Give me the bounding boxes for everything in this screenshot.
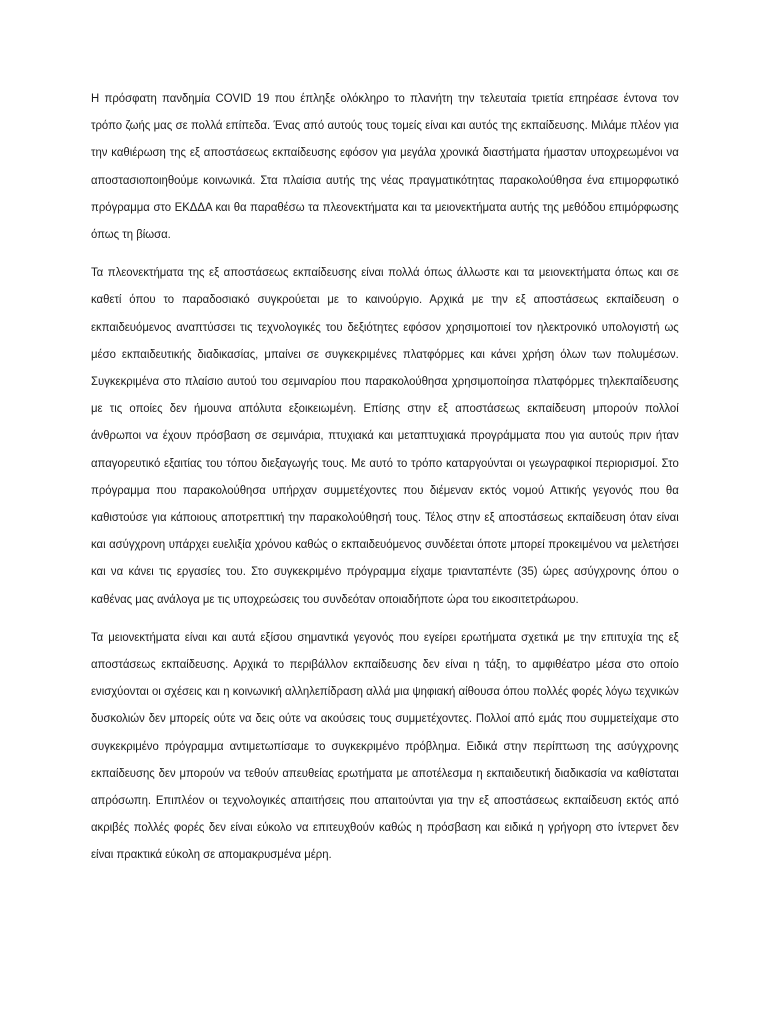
paragraph-disadvantages: Τα μειονεκτήματα είναι και αυτά εξίσου σημαντικά γεγονός που εγείρει ερωτήματα σχετικά με την επιτυχία της εξ αποστάσεως εκπαίδευσης. Αρχικά το περιβάλλον εκπαίδευσης δεν είναι η τάξη, το αμφιθέατρο μέσα στο οποίο ενισχύονται οι σχέσεις και η κοινωνική αλληλεπίδραση αλλά μια ψηφιακή αίθουσα όπου πολλές φορές λόγω τεχνικών δυσκολιών δεν μπορείς ούτε να δεις ούτε να ακούσεις τους συμμετέχοντες. Πολλοί από εμάς που συμμετείχαμε στο συγκεκριμένο πρόγραμμα αντιμετωπίσαμε το συγκεκριμένο πρόβλημα. Ειδικά στην περίπτωση της ασύγχρονης εκπαίδευσης δεν μπορούν να τεθούν απευθείας ερωτήματα με αποτέλεσμα η εκπαιδευτική διαδικασία να καθίσταται απρόσωπη. Επιπλέον οι τεχνολογικές απαιτήσεις που απαιτούνται για την εξ αποστάσεως εκπαίδευση εκτός από ακριβές πολλές φορές δεν είναι εύκολο να επιτευχθούν καθώς η πρόσβαση και ειδικά η γρήγορη στο ίντερνετ δεν είναι πρακτικά εύκολη σε απομακρυσμένα μέρη. (91, 629, 679, 862)
document-page (91, 85, 679, 880)
paragraph-introduction: Η πρόσφατη πανδημία COVID 19 που έπληξε ολόκληρο το πλανήτη την τελευταία τριετία επηρέασε έντονα τον τρόπο ζωής μας σε πολλά επίπεδα. Ένας από αυτούς τους τομείς είναι και αυτός της εκπαίδευσης. Μιλάμε πλέον για την καθιέρωση της εξ αποστάσεως εκπαίδευσης εφόσον για μεγάλα χρονικά διαστήματα ήμασταν υποχρεωμένοι να αποστασιοποιηθούμε κοινωνικά. Στα πλαίσια αυτής της νέας πραγματικότητας παρακολούθησα ένα επιμορφωτικό πρόγραμμα στο ΕΚΔΔΑ και θα παραθέσω τα πλεονεκτήματα και τα μειονεκτήματα αυτής της μεθόδου επιμόρφωσης όπως τη βίωσα. (91, 91, 679, 242)
paragraph-advantages: Τα πλεονεκτήματα της εξ αποστάσεως εκπαίδευσης είναι πολλά όπως άλλωστε και τα μειονεκτήματα όπως και σε καθετί όπου το παραδοσιακό συγκρούεται με το καινούργιο. Αρχικά με την εξ αποστάσεως εκπαίδευση ο εκπαιδευόμενος αναπτύσσει τις τεχνολογικές του δεξιότητες εφόσον χρησιμοποιεί τον ηλεκτρονικό υπολογιστή ως μέσο εκπαιδευτικής διαδικασίας, μπαίνει σε συγκεκριμένες πλατφόρμες και κάνει χρήση όλων των πολυμέσων. Συγκεκριμένα στο πλαίσιο αυτού του σεμιναρίου που παρακολούθησα χρησιμοποίησα πλατφόρμες τηλεκπαίδευσης με τις οποίες δεν ήμουνα απόλυτα εξοικειωμένη. Επίσης στην εξ αποστάσεως εκπαίδευση μπορούν πολλοί άνθρωποι να έχουν πρόσβαση σε σεμινάρια, πτυχιακά και μεταπτυχιακά προγράμματα που για αυτούς πριν ήταν απαγορευτικό εξαιτίας του τόπου διεξαγωγής τους. Με αυτό το τρόπο καταργούνται οι γεωγραφικοί περιορισμοί. Στο πρόγραμμα που παρακολούθησα υπήρχαν συμμετέχοντες που διέμεναν εκτός νομού Αττικής γεγονός που θα καθιστούσε για κάποιους αποτρεπτική την παρακολούθησή τους. Τέλος στην εξ αποστάσεως εκπαίδευση όταν είναι και ασύγχρονη υπάρχει ευελιξία χρόνου καθώς ο εκπαιδευόμενος συνδέεται όποτε μπορεί προκειμένου να μελετήσει και να κάνει τις εργασίες του. Στο συγκεκριμένο πρόγραμμα είχαμε τριανταπέντε (35) ώρες ασύγχρονης όπου ο καθένας μας ανάλογα με τις υποχρεώσεις του συνδεόταν οποιαδήποτε ώρα του εικοσιτετράωρου. (91, 265, 679, 606)
